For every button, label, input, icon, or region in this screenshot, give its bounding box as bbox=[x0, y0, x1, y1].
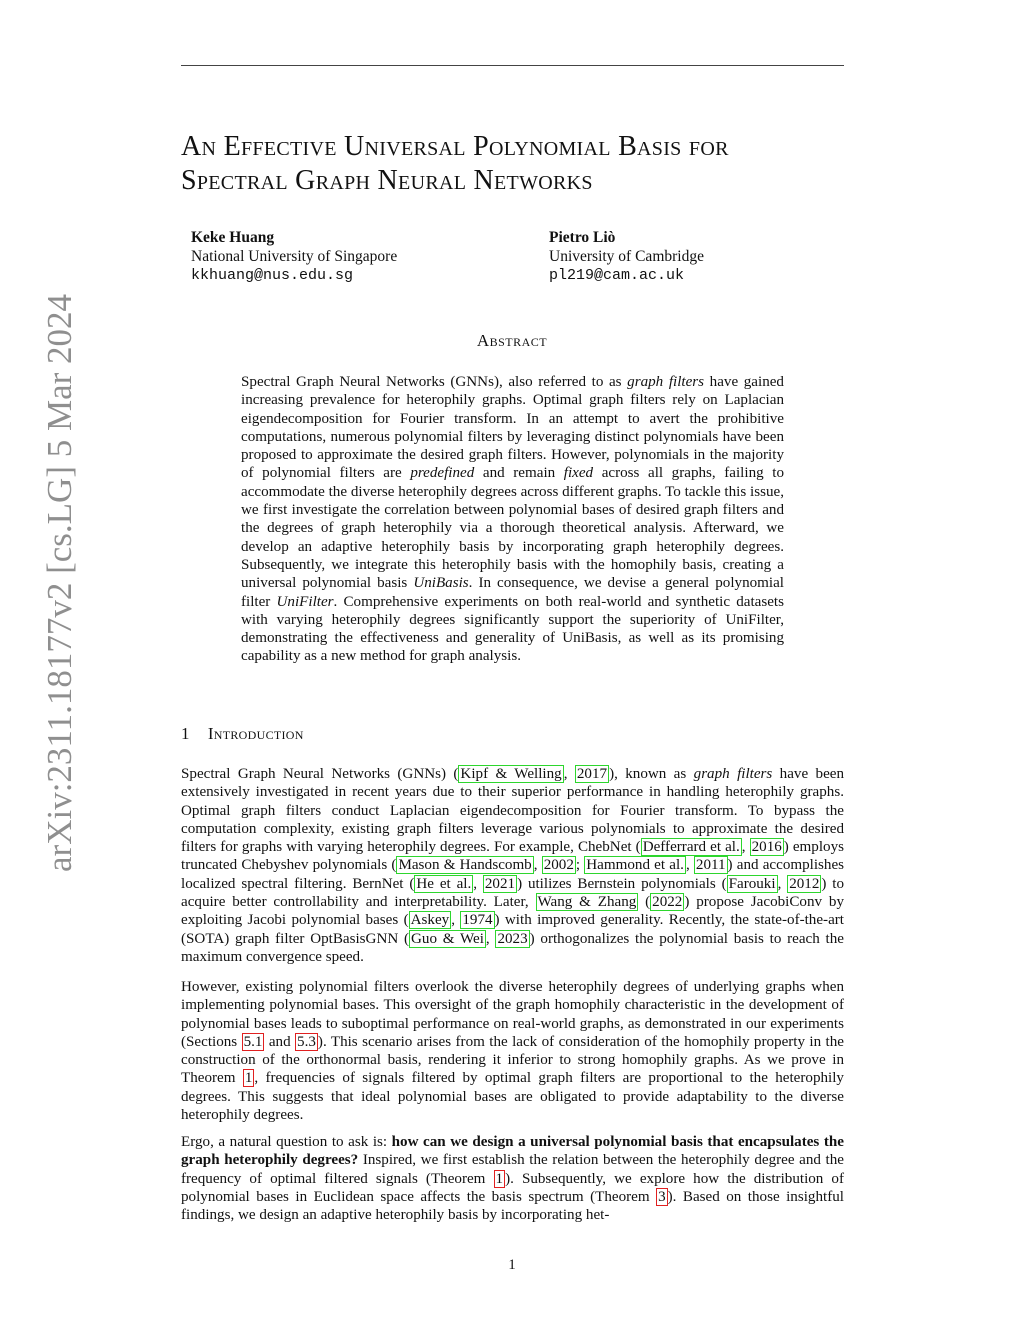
paper-title bbox=[181, 130, 861, 198]
author-name: Keke Huang bbox=[191, 229, 275, 246]
theorem-ref-link[interactable]: 1 bbox=[495, 1170, 504, 1187]
page-number: 1 bbox=[508, 1257, 516, 1273]
author-block-1 bbox=[191, 228, 397, 285]
author-email[interactable]: kkhuang@nus.edu.sg bbox=[191, 267, 354, 284]
section-ref-link[interactable]: 5.1 bbox=[243, 1033, 263, 1050]
author-block-2 bbox=[549, 228, 704, 285]
theorem-ref-link[interactable]: 3 bbox=[658, 1188, 666, 1205]
section-heading-introduction bbox=[181, 724, 304, 744]
citation-link[interactable]: Mason & Handscomb bbox=[398, 857, 532, 874]
citation-link[interactable]: Defferrard et al. bbox=[642, 839, 740, 856]
section-ref-link[interactable]: 5.3 bbox=[297, 1033, 316, 1050]
citation-link[interactable]: Farouki bbox=[728, 875, 776, 892]
citation-link[interactable]: 2016 bbox=[751, 839, 782, 856]
author-affiliation: National University of Singapore bbox=[191, 248, 398, 265]
citation-link[interactable]: He et al. bbox=[416, 875, 472, 892]
header-rule bbox=[181, 65, 844, 66]
citation-link[interactable]: 2002 bbox=[543, 857, 574, 874]
citation-link[interactable]: Kipf & Welling bbox=[460, 766, 562, 782]
citation-link[interactable]: 2011 bbox=[695, 857, 726, 874]
author-name: Pietro Liò bbox=[549, 229, 616, 246]
section-number: 1 bbox=[181, 724, 190, 743]
citation-link[interactable]: Guo & Wei bbox=[411, 930, 484, 947]
intro-paragraph-1: Spectral Graph Neural Networks (GNNs) ( Kipf & Welling , 2017 ), known as graph filters have been extensively investigated in recent years due to their superior performance in handling heterophily graphs. Optimal graph filters conduct Laplacian eigendecomposition for Fourier transform. To bypass the computation complexity, existing graph filters leverage various polynomials to approximate the desired filters for graphs with varying heterophily degrees. For example, ChebNet ( Defferrard et al. , 2016 ) employs truncated Chebyshev polynomials ( Mason & Handscomb , 2002 ; Hammond et al. , 2011 ) and accomplishes localized spectral filtering. BernNet ( He et al. , 2021 ) utilizes Bernstein polynomials ( Farouki , 2012 ) to acquire better controllability and interpretability. Later, Wang & Zhang ( 2022 ) propose JacobiConv by exploiting Jacobi polynomial bases ( Askey , 1974 ) with improved generality. Recently, the state-of-the-art (SOTA) graph filter OptBasisGNN ( Guo & Wei , 2023 ) orthogonalizes the polynomial basis to reach the maximum convergence speed. bbox=[181, 766, 845, 965]
citation-link[interactable]: 2012 bbox=[789, 875, 820, 892]
abstract-body: Spectral Graph Neural Networks (GNNs), also referred to as graph filters have gained increasing prevalence for heterophily graphs. Optimal graph filters rely on Laplacian eigendecomposition for Fourier transform. In an attempt to avert the prohibitive computations, numerous polynomial filters by leveraging distinct polynomials have been proposed to approximate the desired graph filters. However, polynomials in the majority of polynomial filters are predefined and remain fixed across all graphs, failing to accommodate the diverse heterophily degrees across different graphs. To tackle this issue, we first investigate the correlation between polynomial bases of desired graph filters and the degrees of graph heterophily via a thorough theoretical analysis. Afterward, we develop an adaptive heterophily basis by incorporating graph heterophily degrees. Subsequently, we integrate this heterophily basis with the homophily basis, creating a universal polynomial basis UniBasis. In consequence, we devise a general polynomial filter UniFilter. Comprehensive experiments on both real-world and synthetic datasets with varying heterophily degrees significantly support the superiority of UniFilter, demonstrating the effectiveness and generality of UniBasis, as well as its promising capability as a new method for graph analysis. bbox=[241, 374, 784, 665]
citation-link[interactable]: 2017 bbox=[576, 766, 608, 782]
citation-link[interactable]: Wang & Zhang bbox=[537, 894, 637, 911]
citation-link[interactable]: 2023 bbox=[497, 930, 528, 947]
citation-link[interactable]: 1974 bbox=[462, 912, 493, 929]
citation-link[interactable]: Askey bbox=[410, 912, 450, 929]
intro-paragraph-2: However, existing polynomial filters overlook the diverse heterophily degrees of underlying graphs when implementing polynomial bases. This oversight of the graph homophily characteristic in the development of polynomial bases leads to suboptimal performance on real-world graphs, as demonstrated in our experiments (Sections 5.1 and 5.3 ). This scenario arises from the lack of consideration of the homophily property in the construction of the orthonormal basis, rendering it inferior to strong homophily graphs. As we prove in Theorem 1 , frequencies of signals filtered by optimal graph filters are proportional to the heterophily degrees. This suggests that ideal polynomial bases are obligated to provide adaptability to the diverse heterophily degrees. bbox=[181, 979, 845, 1124]
author-affiliation: University of Cambridge bbox=[549, 248, 704, 265]
author-email[interactable]: pl219@cam.ac.uk bbox=[549, 267, 685, 284]
citation-link[interactable]: 2021 bbox=[484, 875, 516, 892]
title-line-1: An Effective Universal Polynomial Basis for bbox=[181, 131, 729, 162]
section-title: Introduction bbox=[207, 724, 304, 743]
abstract-heading: Abstract bbox=[476, 331, 548, 350]
intro-paragraph-3: Ergo, a natural question to ask is: how can we design a universal polynomial basis that encapsulates the graph heterophily degrees? Inspired, we first establish the relation between the heterophily degree and the frequency of optimal filtered signals (Theorem 1 ). Subsequently, we explore how the distribution of polynomial bases in Euclidean space affects the basis spectrum (Theorem 3 ). Based on those insightful findings, we design an adaptive heterophily basis by incorporating het- bbox=[181, 1134, 845, 1224]
citation-link[interactable]: Hammond et al. bbox=[586, 857, 684, 874]
title-line-2: Spectral Graph Neural Networks bbox=[181, 165, 593, 196]
arxiv-sidebar-stamp: arXiv:2311.18177v2 [cs.LG] 5 Mar 2024 bbox=[40, 293, 79, 872]
theorem-ref-link[interactable]: 1 bbox=[244, 1070, 253, 1087]
citation-link[interactable]: 2022 bbox=[652, 894, 683, 911]
